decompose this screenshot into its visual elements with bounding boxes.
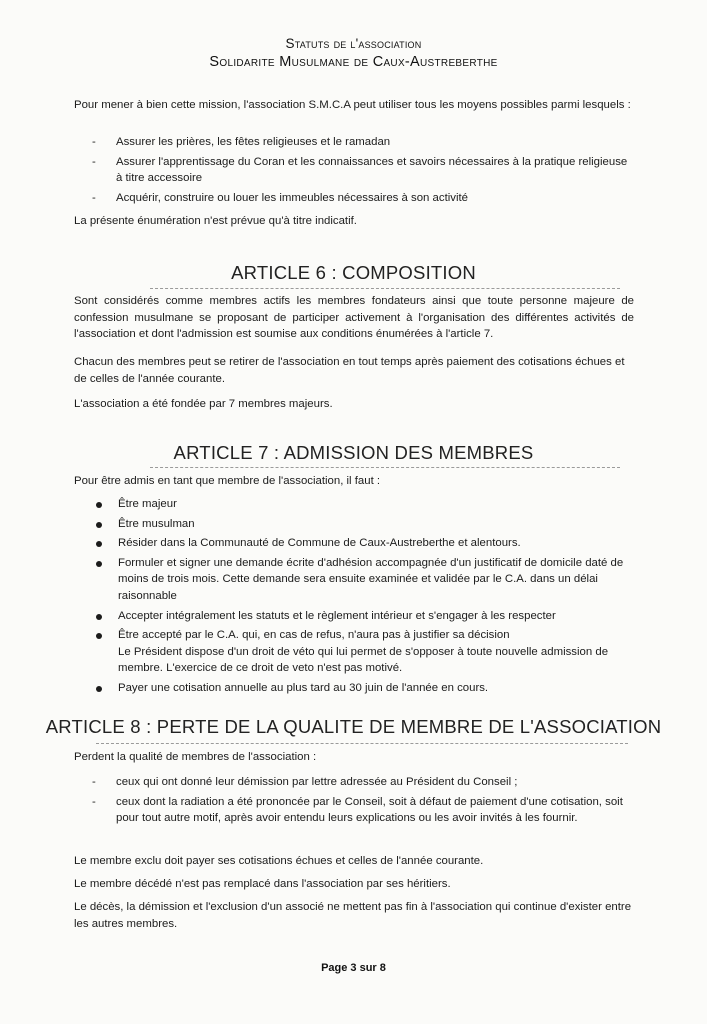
article-8-heading: ARTICLE 8 : PERTE DE LA QUALITE DE MEMBRE DE L'ASSOCIATION: [45, 716, 662, 737]
heading-rule: [96, 743, 628, 744]
list-item: Être majeur: [74, 496, 634, 513]
list-item: - Acquérir, construire ou louer les immeubles nécessaires à son activité: [92, 191, 469, 204]
article-8-paragraph-1: Le membre exclu doit payer ses cotisations échues et celles de l'année courante.: [74, 855, 484, 867]
list-item: - ceux dont la radiation a été prononcée par le Conseil, soit à défaut de paiement d'une cotisation, soit pour tout autre motif, après avoir entendu leurs explications ou les avoir invités à les fournir.: [92, 795, 623, 825]
list-item: Être accepté par le C.A. qui, en cas de refus, n'aura pas à justifier sa décision Le Président dispose d'un droit de véto qui lui permet de s'opposer à toute nouvelle admission de membre. L'exercice de ce droit de veto n'est pas motivé.: [74, 627, 634, 677]
list-item: Accepter intégralement les statuts et le règlement intérieur et s'engager à les respecter: [74, 608, 634, 625]
intro-closing: La présente énumération n'est prévue qu'à titre indicatif.: [74, 215, 357, 227]
article-6-paragraph-1: Sont considérés comme membres actifs les membres fondateurs ainsi que toute personne majeure de confession musulmane se proposant de participer activement à l'organisation des différentes activités de l'association et dont l'admission est soumise aux conditions énumérées à l'article 7.: [74, 295, 634, 341]
list-item: - Assurer les prières, les fêtes religieuses et le ramadan: [92, 136, 391, 148]
list-item: Résider dans la Communauté de Commune de Caux-Austreberthe et alentours.: [74, 535, 634, 552]
list-item: Être musulman: [74, 516, 634, 533]
list-item: Payer une cotisation annuelle au plus tard au 30 juin de l'année en cours.: [74, 680, 634, 697]
list-item: - ceux qui ont donné leur démission par lettre adressée au Président du Conseil ;: [92, 776, 518, 788]
page-number: Page 3 sur 8: [321, 962, 386, 974]
intro-paragraph: Pour mener à bien cette mission, l'association S.M.C.A peut utiliser tous les moyens possibles parmi lesquels :: [74, 99, 631, 111]
header-line-2: Solidarite Musulmane de Caux-Austreberthe: [209, 54, 498, 70]
heading-rule: [150, 467, 620, 468]
article-8-dash-list: [74, 774, 634, 830]
article-7-bullet-list: [74, 496, 634, 700]
article-6-paragraph-3: L'association a été fondée par 7 membres majeurs.: [74, 398, 333, 410]
article-6-paragraph-2: Chacun des membres peut se retirer de l'association en tout temps après paiement des cotisations échues et de celles de l'année courante.: [74, 356, 625, 385]
article-7-intro: Pour être admis en tant que membre de l'association, il faut :: [74, 475, 381, 487]
list-item: Formuler et signer une demande écrite d'adhésion accompagnée d'un justificatif de domicile daté de moins de trois mois. Cette demande sera ensuite examinée et validée par le C.A. dans un délai raisonnable: [74, 555, 634, 605]
heading-rule: [150, 288, 620, 289]
article-6-heading: ARTICLE 6 : COMPOSITION: [231, 262, 476, 283]
intro-dash-list: [74, 134, 634, 209]
veto-note: Le Président dispose d'un droit de véto qui lui permet de s'opposer à toute nouvelle admission de membre. L'exercice de ce droit de veto n'est pas motivé.: [118, 645, 609, 675]
list-item: - Assurer l'apprentissage du Coran et les connaissances et savoirs nécessaires à la pratique religieuse à titre accessoire: [92, 155, 628, 185]
article-8-paragraph-3: Le décès, la démission et l'exclusion d'un associé ne mettent pas fin à l'association qui continue d'exister entre les autres membres.: [74, 901, 632, 930]
header-line-1: Statuts de l'association: [285, 36, 422, 51]
article-8-intro: Perdent la qualité de membres de l'association :: [74, 751, 317, 763]
article-7-heading: ARTICLE 7 : ADMISSION DES MEMBRES: [173, 442, 534, 463]
article-8-paragraph-2: Le membre décédé n'est pas remplacé dans l'association par ses héritiers.: [74, 878, 451, 890]
